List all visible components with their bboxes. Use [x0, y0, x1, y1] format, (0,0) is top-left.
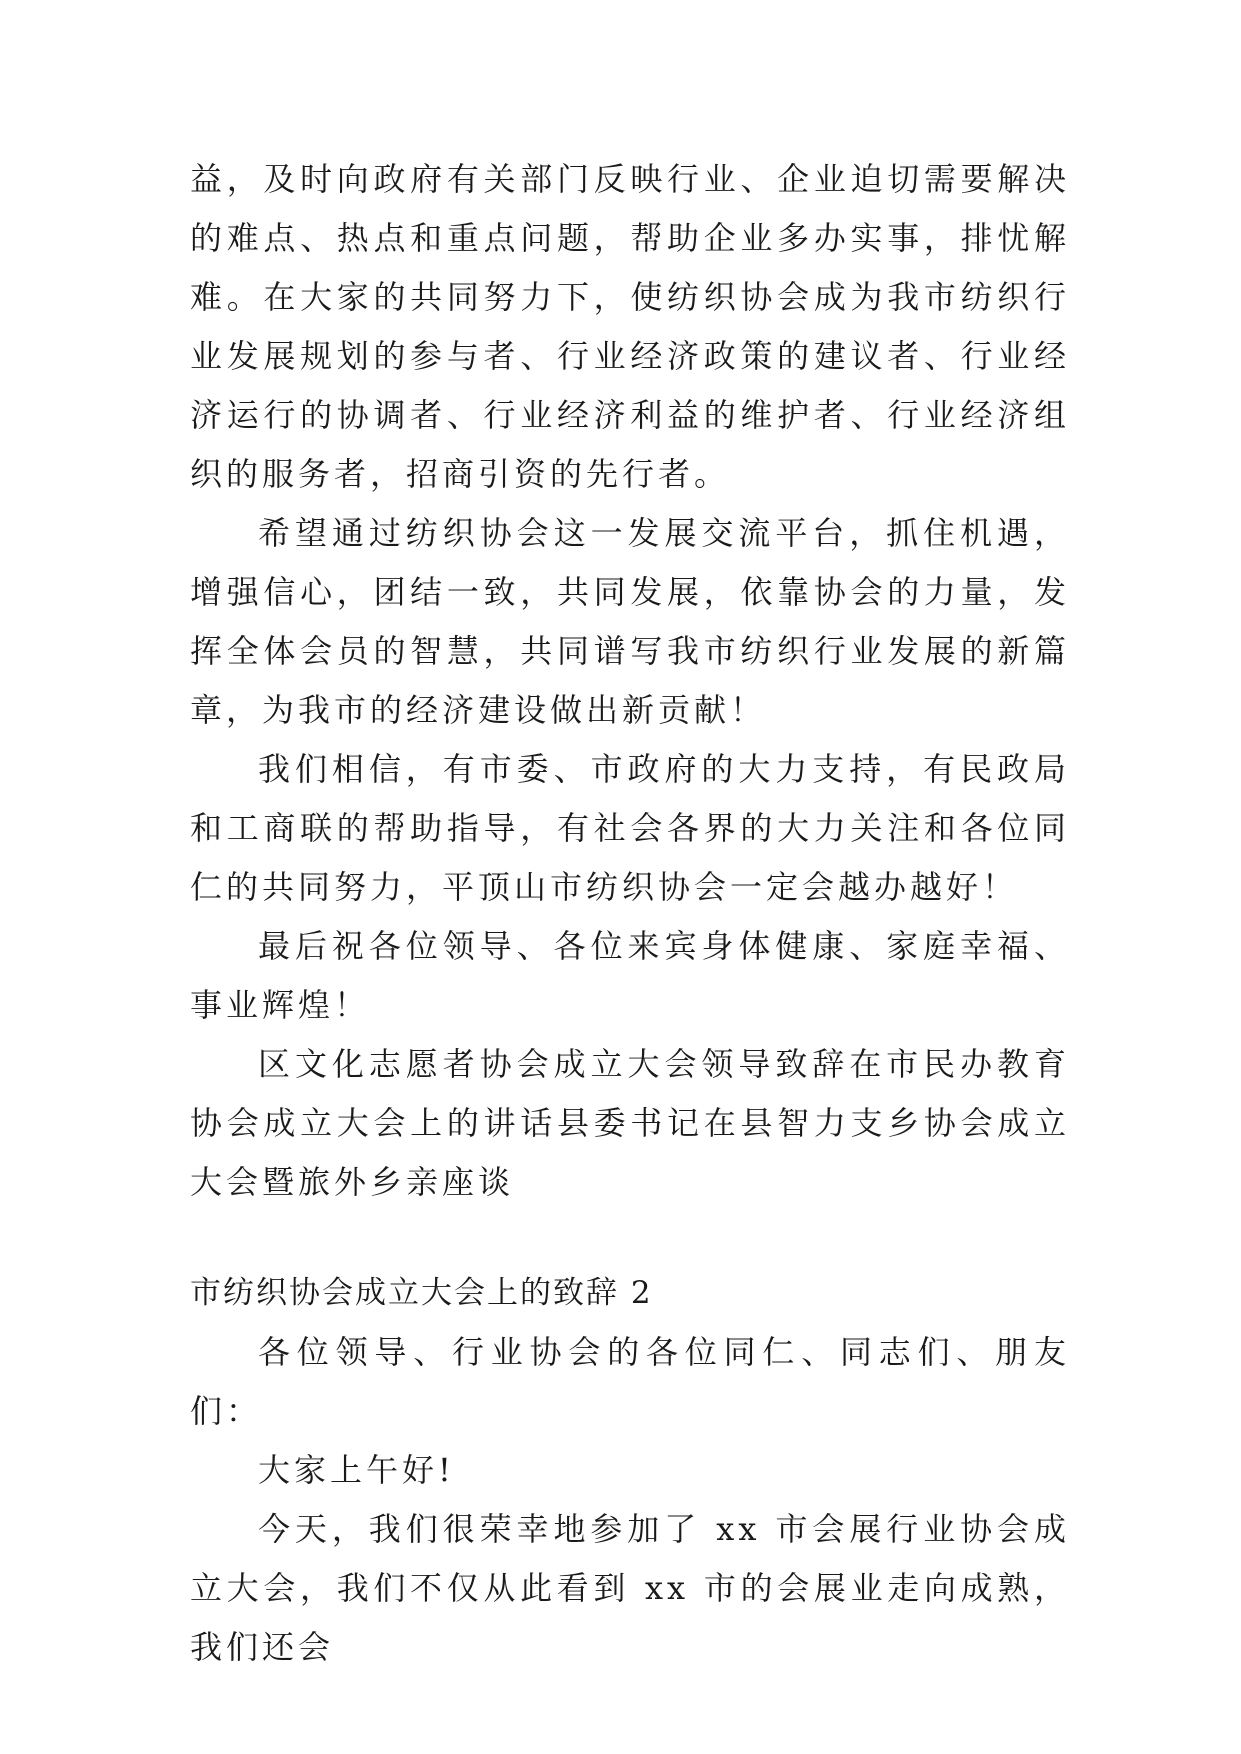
paragraph-closing-wish: 最后祝各位领导、各位来宾身体健康、家庭幸福、事业辉煌！ [190, 927, 1070, 1024]
paragraph-belief: 我们相信，有市委、市政府的大力支持，有民政局和工商联的帮助指导，有社会各界的大力关注和各位同仁的共同努力，平顶山市纺织协会一定会越办越好！ [190, 750, 1070, 906]
paragraph-hope: 希望通过纺织协会这一发展交流平台，抓住机遇，增强信心，团结一致，共同发展，依靠协会的力量，发挥全体会员的智慧，共同谱写我市纺织行业发展的新篇章，为我市的经济建设做出新贡献！ [190, 514, 1070, 729]
paragraph-continuation: 益，及时向政府有关部门反映行业、企业迫切需要解决的难点、热点和重点问题，帮助企业多办实事，排忧解难。在大家的共同努力下，使纺织协会成为我市纺织行业发展规划的参与者、行业经济政策的建议者、行业经济运行的协调者、行业经济利益的维护者、行业经济组织的服务者，招商引资的先行者。 [190, 160, 1070, 493]
paragraph-salutation: 各位领导、行业协会的各位同仁、同志们、朋友们： [190, 1333, 1070, 1430]
section-title: 市纺织协会成立大会上的致辞 2 [190, 1275, 653, 1311]
paragraph-related-links: 区文化志愿者协会成立大会领导致辞在市民办教育协会成立大会上的讲话县委书记在县智力支乡协会成立大会暨旅外乡亲座谈 [190, 1045, 1070, 1201]
document-page [190, 150, 1070, 1677]
section-gap [190, 1212, 1070, 1264]
paragraph-opening: 今天，我们很荣幸地参加了 xx 市会展行业协会成立大会，我们不仅从此看到 xx 市的会展业走向成熟，我们还会 [190, 1510, 1070, 1666]
paragraph-greeting: 大家上午好! [258, 1451, 455, 1489]
